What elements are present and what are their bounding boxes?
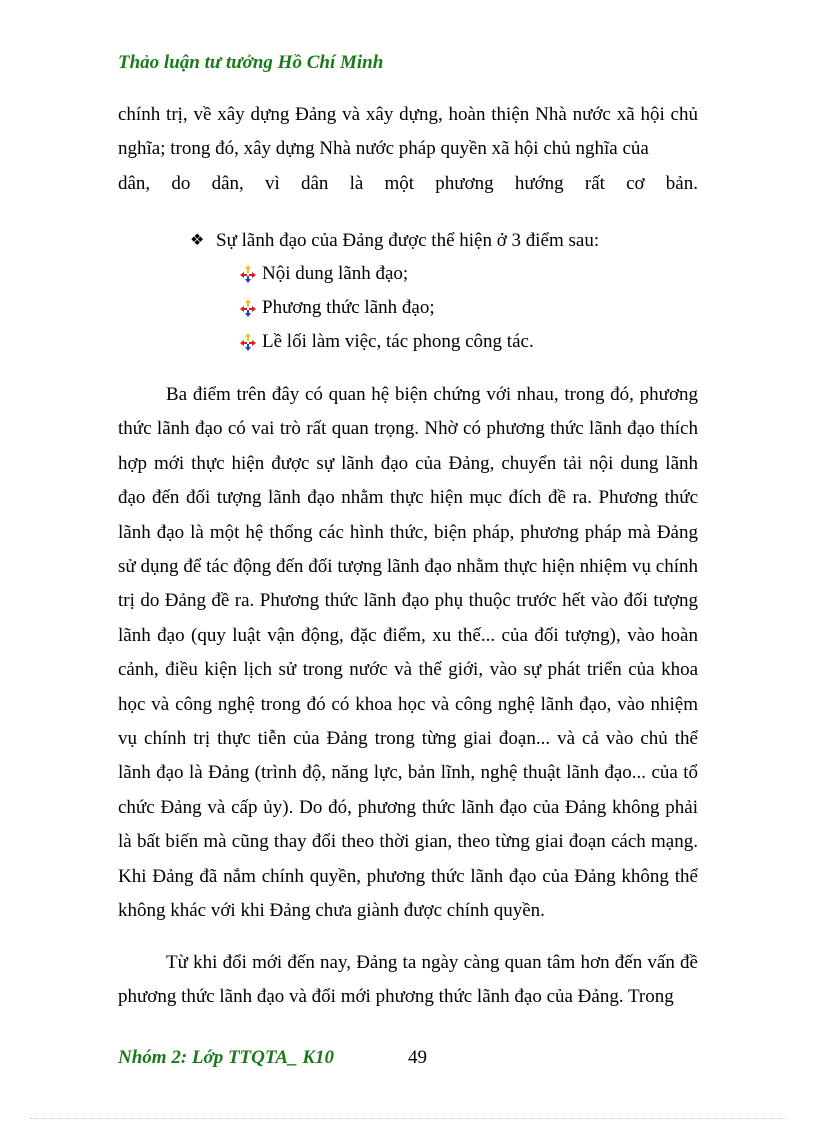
page-bottom-divider [30, 1118, 786, 1119]
sub-bullet-text: Phương thức lãnh đạo; [262, 297, 435, 318]
paragraph-intro-text: chính trị, về xây dựng Đảng và xây dựng, hoàn thiện Nhà nước xã hội chủ nghĩa; trong đó, xây dựng Nhà nước pháp quyền xã hội chủ nghĩa của [118, 104, 698, 160]
sub-bullet-item [240, 325, 534, 359]
diamond-bullet-icon: ❖ [190, 232, 205, 249]
sub-bullet-item [240, 257, 534, 291]
footer-group-label: Nhóm 2: Lớp TTQTA_ K10 [118, 1047, 335, 1068]
sub-bullet-item [240, 291, 534, 325]
four-way-arrow-icon [240, 333, 256, 351]
page-number: 49 [408, 1047, 427, 1068]
paragraph-intro [118, 98, 698, 201]
paragraph-renewal: Từ khi đổi mới đến nay, Đảng ta ngày càng quan tâm hơn đến vấn đề phương thức lãnh đạo và đổi mới phương thức lãnh đạo của Đảng. Trong [118, 952, 698, 1008]
sub-bullet-list [240, 257, 534, 359]
four-way-arrow-icon [240, 299, 256, 317]
four-way-arrow-icon [240, 265, 256, 283]
sub-bullet-text: Nội dung lãnh đạo; [262, 263, 409, 284]
bullet-main-item [190, 226, 599, 256]
page-header-title: Thảo luận tư tưởng Hồ Chí Minh [118, 52, 384, 73]
sub-bullet-text: Lề lối làm việc, tác phong công tác. [262, 331, 534, 352]
paragraph-method: Ba điểm trên đây có quan hệ biện chứng với nhau, trong đó, phương thức lãnh đạo có vai trò rất quan trọng. Nhờ có phương thức lãnh đạo thích hợp mới thực hiện được sự lãnh đạo của Đảng, chuyển tải nội dung lãnh đạo đến đối tượng lãnh đạo nhằm thực hiện mục đích đề ra. Phương thức lãnh đạo là một hệ thống các hình thức, biện pháp, phương pháp mà Đảng sử dụng để tác động đến đối tượng lãnh đạo nhằm thực hiện nhiệm vụ chính trị do Đảng đề ra. Phương thức lãnh đạo phụ thuộc trước hết vào đối tượng lãnh đạo (quy luật vận động, đặc điểm, xu thế... của đối tượng), vào hoàn cảnh, điều kiện lịch sử trong nước và thế giới, vào sự phát triển của khoa học và công nghệ trong đó có khoa học và công nghệ lãnh đạo, vào nhiệm vụ chính trị thực tiễn của Đảng trong từng giai đoạn... và cả vào chủ thể lãnh đạo là Đảng (trình độ, năng lực, bản lĩnh, nghệ thuật lãnh đạo... của tổ chức Đảng và cấp ủy). Do đó, phương thức lãnh đạo của Đảng không phải là bất biến mà cũng thay đổi theo thời gian, theo từng giai đoạn cách mạng. Khi Đảng đã nắm chính quyền, phương thức lãnh đạo của Đảng không thể không khác với khi Đảng chưa giành được chính quyền. [118, 384, 698, 922]
paragraph-intro-last-line: dân, do dân, vì dân là một phương hướng rất cơ bản. [118, 172, 698, 194]
bullet-main-text: Sự lãnh đạo của Đảng được thể hiện ở 3 điểm sau: [216, 230, 600, 251]
